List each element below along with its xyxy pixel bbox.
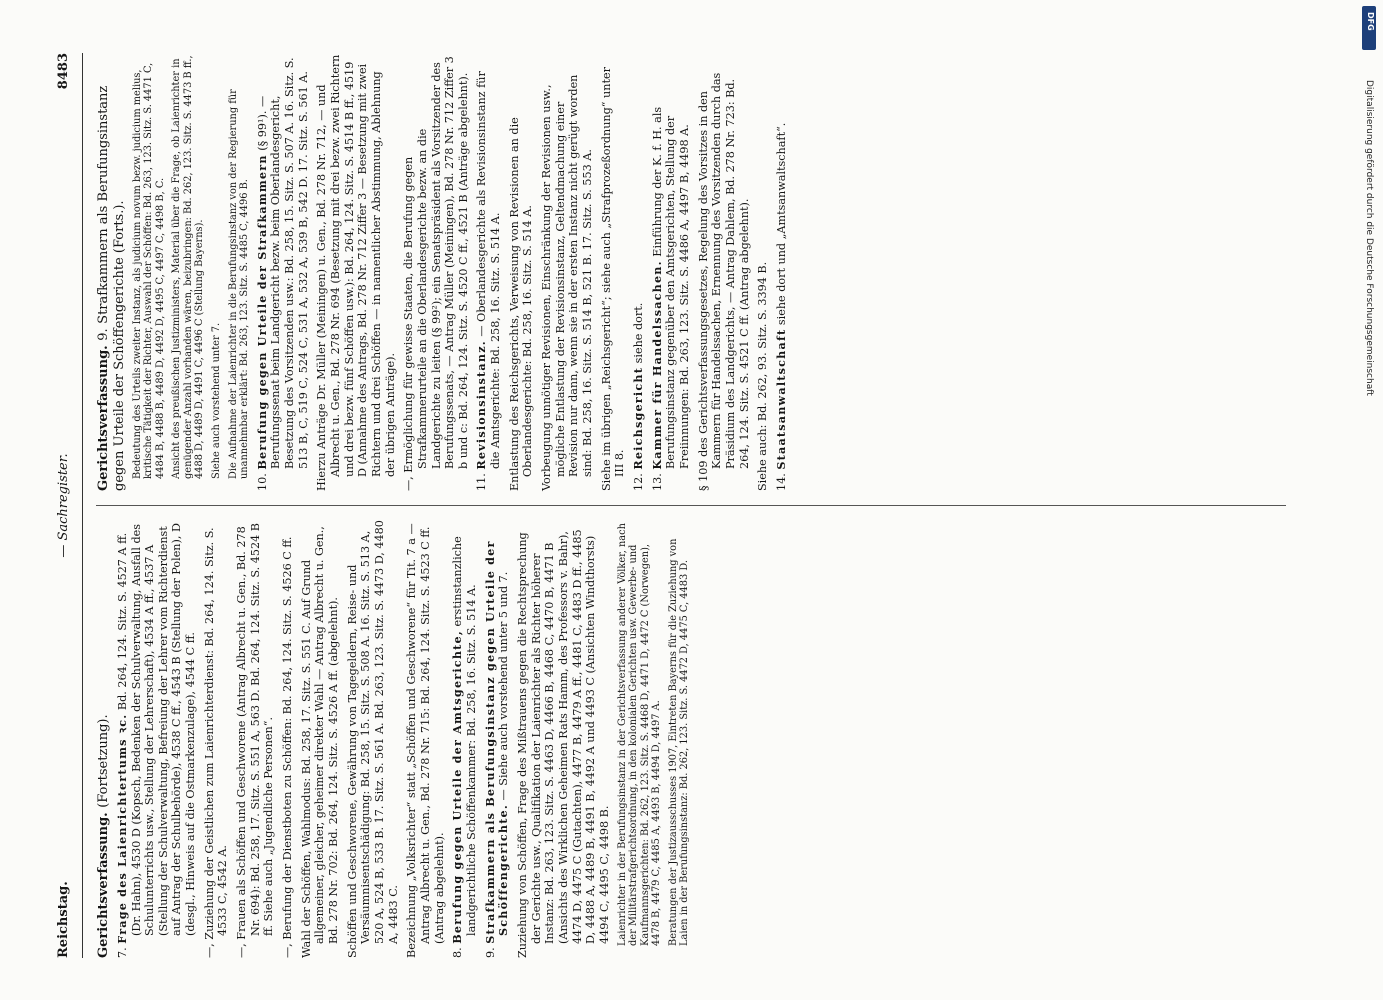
entry-text: Hierzu Anträge Dr. Müller (Meiningen) u. Gen., Bd. 278 Nr. 712, — und Albrecht u. Gen., Bd. 278 Nr. 694 (Besetzung mit drei bezw. zwei Richtern und drei bezw. fünf Schöffen usw.): Bd. 264, 124. Sitz. S. 4514 B ff., 4519 D (Annahme des Antrags, Bd. 278 Nr. 712 Ziffer 3 — Besetzung mit zwei Richtern und drei Schöffen — in namentlicher Abstimmung, Ablehnung der übrigen Anträge). [315, 54, 397, 491]
index-entry [281, 520, 295, 958]
right-column [96, 53, 794, 491]
index-entry [697, 53, 752, 491]
entry-text: Einführung der K. f. H. als Berufungsinstanz gegenüber den Amtsgerichten, Stellung der Freiinnungen: Bd. 263, 123. Sitz. S. 4486 A, 4497 B, 4498 A. [650, 106, 692, 469]
running-head [56, 53, 84, 958]
index-entry [508, 53, 535, 491]
entry-title: Reichsgericht [631, 366, 646, 470]
entry-num: 13. [650, 473, 664, 491]
left-notes [617, 520, 691, 958]
page-number: 8483 [56, 53, 71, 90]
entry-text: Bezeichnung „Volksrichter“ statt „Schöffen und Geschworene“ für Tit. 7 a — Antrag Albrecht u. Gen., Bd. 278 Nr. 715: Bd. 264, 124. Sitz. S. 4523 C ff. (Antrag abgelehnt). [405, 523, 446, 958]
entry-num: 8. [451, 947, 465, 958]
index-entry [405, 520, 446, 958]
funding-note-text: Digitalisierung gefördert durch die Deutsche Forschungsgemeinschaft [1364, 80, 1374, 396]
small-note: Bedeutung des Urteils zweiter Instanz, als judicium novum bezw. judicium melius, kritische Tätigkeit der Richter, Auswahl der Schöffen: Bd. 263, 123. Sitz. S. 4471 C, 4484 B, 4488 B, 4489 D, 4492 D, 4495 C, 4497 C, 4498 B, C. [131, 62, 166, 479]
small-note: Ansicht des preußischen Justizministers, Material über die Frage, ob Laienrichter in genügender Anzahl vorhanden wären, beizubringen: Bd. 262, 123. Sitz. S. 4473 B ff., 4488 D, 4489 D, 4491 C, 4496 C (Stellung Bayerns). [171, 55, 206, 479]
index-entry [632, 53, 646, 491]
entry-num: § 109 [696, 460, 710, 491]
entry-title: Berufung gegen Urteile der Strafkammern [254, 154, 269, 470]
index-entry [203, 520, 230, 958]
entry-num: —, [202, 943, 216, 958]
entry-num: —, [281, 943, 295, 958]
entry-title: Revisionsinstanz. [474, 340, 489, 470]
index-entry [300, 520, 341, 958]
entry-num: 9. [483, 947, 497, 958]
entry-text: Frauen als Schöffen und Geschworene (Antrag Albrecht u. Gen., Bd. 278 Nr. 694): Bd. 258, 17. Sitz. S. 551 A, 563 D. Bd. 264, 124. Sitz. S. 4524 B ff. Siehe auch „Jugendliche Personen“. [235, 523, 276, 940]
index-entry [775, 53, 789, 491]
left-heading-main: Gerichtsverfassung. [96, 812, 111, 958]
right-notes [132, 53, 251, 491]
index-entry [516, 520, 612, 958]
entry-num: 7. [115, 947, 129, 958]
funding-note [1358, 20, 1380, 980]
right-heading-num: 9. [96, 328, 111, 341]
column-divider [96, 505, 1286, 506]
entry-title: Staatsanwaltschaft [773, 328, 788, 470]
small-note: Siehe auch vorstehend unter 7. [211, 322, 222, 479]
header-center: — Sachregister. [56, 453, 71, 558]
entry-text: — Siehe auch vorstehend unter 5 und 7. [497, 571, 511, 801]
right-heading-title: Strafkammern als Berufungsinstanz gegen Urteile der Schöffengerichte (Forts.). [96, 85, 127, 491]
right-heading-main: Gerichtsverfassung. [96, 345, 111, 491]
right-heading [96, 53, 128, 491]
index-entry [402, 53, 470, 491]
index-entry [484, 520, 511, 958]
entry-num: 10. [255, 473, 269, 491]
left-heading-sub: (Fortsetzung). [96, 714, 111, 808]
entry-text: — Oberlandesgerichte als Revisionsinstanz für die Amtsgerichte: Bd. 258, 16. Sitz. S. 514 A. [475, 71, 503, 469]
left-heading [96, 520, 112, 958]
index-entry [451, 520, 478, 958]
entry-text: Vorbeugung unnötiger Revisionen, Einschränkung der Revisionen usw., mögliche Entlastung der Revisionsinstanz, Geltendmachung einer Revision nur dann, wenn sie in der ersten Instanz nicht gerügt worden sind: Bd. 258, 16. Sitz. S. 514 B, 521 B. 17. Sitz. S. 553 A. [540, 74, 595, 491]
entry-text: Entlastung des Reichsgerichts, Verweisung von Revisionen an die Oberlandesgerichte: Bd. 258, 16. Sitz. S. 514 A. [507, 117, 535, 491]
entry-text: (§ 99¹). — Berufungssenat beim Landgericht bezw. beim Oberlandesgericht, Besetzung des Vorsitzenden usw.: Bd. 258, 15. Sitz. S. 507 A. 16. Sitz. S. 513 B, C, 519 C, 524 C, 531 A, 532 A, 539 B, 542 D. 17. Sitz. S. 561 A. [255, 57, 310, 469]
index-entry [475, 53, 502, 491]
entry-text: Bd. 264, 124. Sitz. S. 4527 A ff. (Dr. Hahn), 4530 D (Kopsch, Bedenken der Schulverwaltung, Ausfall des Schulunterrichts usw., Stellung der Lehrerschaft), 4534 A ff., 4537 A (Stellung der Schulverwaltung, Befreiung der Lehrer vom Richterdienst auf Antrag der Schulbehörde), 4538 C ff., 4543 B (Stellung der Polen), D (desgl., Hinweis auf die Ostmarkenzulage), 4544 C ff. [115, 523, 198, 936]
entry-text: Zuziehung von Schöffen, Frage des Mißtrauens gegen die Rechtsprechung der Gerichte usw., Qualifikation der Laienrichter als Richter höherer Instanz: Bd. 263, 123. Sitz. S. 4463 D, 4466 B, 4468 C, 4470 B, 4471 B (Ansichts des Wirklichen Geheimen Rats Hamm, des Professors v. Bahr), 4474 D, 4475 C (Gutachten), 4477 B, 4479 A ff., 4481 C, 4483 D ff., 4485 D, 4488 A, 4489 B, 4491 B, 4492 A und 4493 C (Ansichten Windthorsts) 4494 C, 4495 C, 4498 B. [515, 529, 611, 958]
index-entry [600, 53, 627, 491]
header-left: Reichstag. [56, 881, 71, 958]
entry-num: —, [402, 476, 416, 491]
index-entry [540, 53, 595, 491]
entry-text: des Gerichtsverfassungsgesetzes, Regelung des Vorsitzes in den Kammern für Handelssachen, Ernennung des Vorsitzenden durch das Präsidium des Landgerichts, — Antrag Dahlem, Bd. 278 Nr. 723: Bd. 264, 124. Sitz. S. 4521 C ff. (Antrag abgelehnt). [696, 72, 751, 469]
index-entry [256, 53, 311, 491]
entry-text: Ermöglichung für gewisse Staaten, die Berufung gegen Strafkammerurteile an die Oberlandesgerichte bezw. an die Landgerichte zu leiten (§ 99²); ein Senatspräsident als Vorsitzender des Berufungssenats, — Antrag Müller (Meiningen), Bd. 278 Nr. 712 Ziffer 3 b und c: Bd. 264, 124. Sitz. S. 4520 C ff., 4521 B (Anträge abgelehnt). [402, 56, 470, 473]
small-note: Die Aufnahme der Laienrichter in die Berufungsinstanz von der Regierung für unannehmbar erklärt: Bd. 263, 123. Sitz. S. 4485 C, 4496 B. [227, 89, 251, 479]
index-entry [116, 520, 198, 958]
entry-text: Berufung der Dienstboten zu Schöffen: Bd. 264, 124. Sitz. S. 4526 C ff. [281, 536, 295, 940]
entry-title: Kammer für Handelssachen. [649, 260, 664, 470]
entry-num: —, [235, 943, 249, 958]
right-entries [256, 53, 789, 491]
small-note: Beratungen der Justizausschusses 1907, Eintreten Bayerns für die Zuziehung von Laien in der Berufungsinstanz: Bd. 262, 123. Sitz. S. 4472 D, 4475 C, 4483 D. [667, 538, 691, 946]
entry-text: Siehe im übrigen „Reichsgericht“; siehe auch „Strafprozeßordnung“ unter III 8. [599, 67, 627, 491]
small-note: Laienrichter in der Berufungsinstanz in der Gerichtsverfassung anderer Völker, nach der Militärstrafgerichtsordnung, in den kolonialen Gerichten usw. Gewerbe- und Kaufmannsgerichten: Bd. 262, 123. Sitz. S. 4468 D, 4471 D, 4472 C (Norwegen), 4478 B, 4479 C, 4485 A, 4493 B, 4494 D, 4497 A. [616, 523, 663, 946]
entry-text: siehe dort. [632, 302, 646, 364]
entry-num: 11. [475, 473, 489, 491]
entry-text: Zuziehung der Geistlichen zum Laienrichterdienst: Bd. 264, 124. Sitz. S. 4533 C, 4542 A. [202, 527, 230, 940]
entry-text: Schöffen und Geschworene, Gewährung von Tagegeldern, Reise- und Versäumnisentschädigung: Bd. 258, 15. Sitz. S. 508 A. 16. Sitz. S. 513 A, 520 A, 524 B, 533 B. 17. Sitz. S. 561 A. Bd. 263, 123. Sitz. S. 4473 D, 4480 A, 4483 C. [345, 520, 400, 958]
entry-num: 12. [632, 473, 646, 491]
index-entry [315, 53, 397, 491]
entry-text: Wahl der Schöffen, Wahlmodus: Bd. 258, 17. Sitz. S. 551 C. Auf Grund allgemeiner, gleicher, geheimer direkter Wahl — Antrag Albrecht u. Gen., Bd. 278 Nr. 702: Bd. 264, 124. Sitz. S. 4526 A ff. (abgelehnt). [299, 526, 341, 958]
left-column [96, 520, 696, 958]
index-entry [235, 520, 276, 958]
dfg-logo: DFG [1362, 6, 1376, 50]
entry-text: erstinstanzliche landgerichtliche Schöffenkammer: Bd. 258, 16. Sitz. S. 514 A. [451, 536, 478, 936]
header-rule [82, 53, 83, 958]
entry-title: Frage des Laienrichtertums ꝛc. [114, 713, 129, 944]
entry-text: Siehe auch: Bd. 262, 93. Sitz. S. 3394 B. [756, 261, 770, 491]
entry-num: 14. [774, 473, 788, 491]
index-entry [756, 53, 770, 491]
index-entry [346, 520, 401, 958]
entry-title: Strafkammern als Berufungsinstanz gegen Urteile der Schöffengerichte. [482, 540, 511, 944]
entry-text: siehe dort und „Amtsanwaltschaft“. [774, 122, 788, 326]
index-entry [651, 53, 692, 491]
left-entries [116, 520, 612, 958]
entry-title: Berufung gegen Urteile der Amtsgerichte, [450, 630, 465, 944]
